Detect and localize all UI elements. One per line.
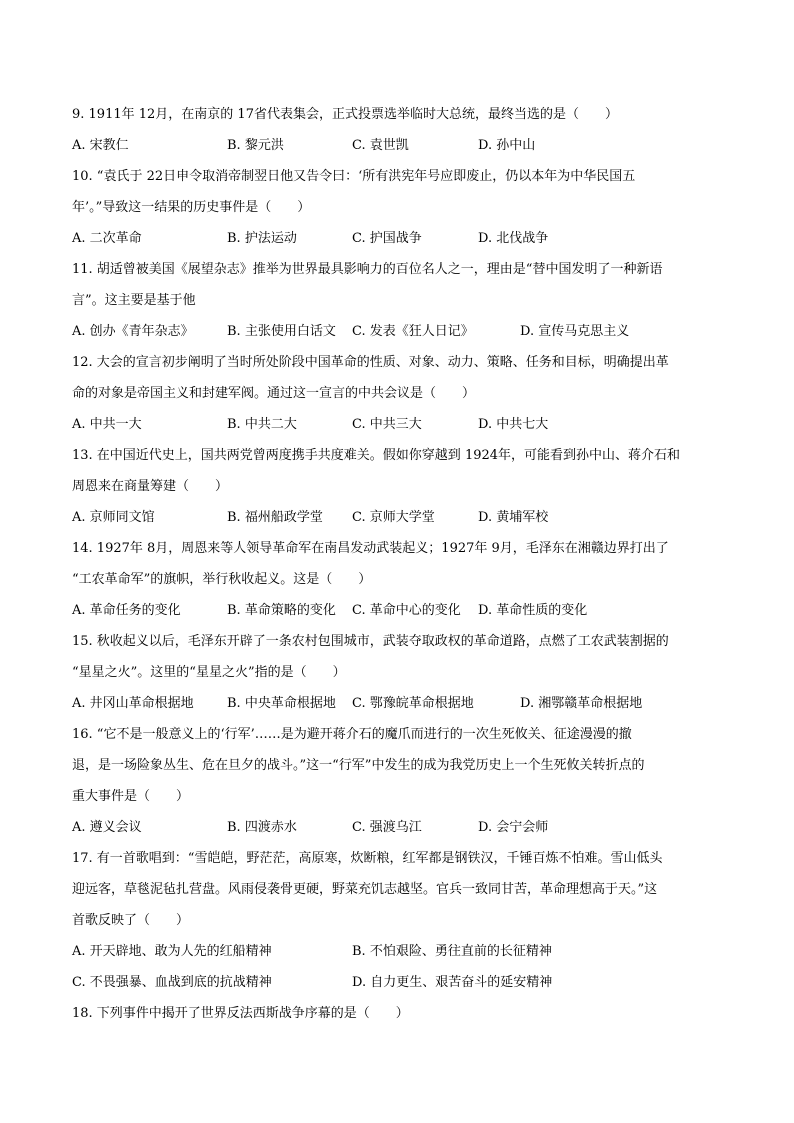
question-16 [72,719,722,843]
option-c[interactable]: C. 京师大学堂 [352,510,435,525]
option-d[interactable]: D. 革命性质的变化 [478,603,588,618]
option-d[interactable]: D. 湘鄂赣革命根据地 [520,696,643,711]
question-stem-line: 14. 1927年 8月，周恩来等人领导革命军在南昌发动武装起义；1927年 9月，毛泽东在湘赣边界打出了 [72,541,669,556]
option-b[interactable]: B. 主张使用白话文 [227,324,336,339]
question-stem-line: 重大事件是（ ） [72,789,190,804]
question-stem-line: 17. 有一首歌唱到：“雪皑皑，野茫茫，高原寒，炊断粮，红军都是钢铁汉，千锤百炼不怕难。雪山低头 [72,851,663,866]
question-stem-line: 15. 秋收起义以后，毛泽东开辟了一条农村包围城市，武装夺取政权的革命道路，点燃了工农武装割据的 [72,634,669,649]
question-9 [72,99,722,161]
question-stem-line: 命的对象是帝国主义和封建军阀。通过这一宣言的中共会议是（ ） [72,386,476,401]
option-c[interactable]: C. 革命中心的变化 [352,603,461,618]
option-a[interactable]: A. 创办《青年杂志》 [72,324,194,339]
option-b[interactable]: B. 不怕艰险、勇往直前的长征精神 [352,944,552,959]
option-b[interactable]: B. 中共二大 [227,417,297,432]
option-b[interactable]: B. 革命策略的变化 [227,603,336,618]
question-14 [72,533,722,626]
question-12 [72,347,722,440]
option-a[interactable]: A. 革命任务的变化 [72,603,181,618]
question-11 [72,254,722,347]
option-row [72,409,722,440]
question-stem-line: “工农革命军”的旗帜，举行秋收起义。这是（ ） [72,572,372,587]
option-row [72,502,722,533]
option-d[interactable]: D. 宣传马克思主义 [520,324,630,339]
question-stem-line: 迎远客，草毯泥毡扎营盘。风雨侵袭骨更硬，野菜充饥志越坚。官兵一致同甘苦，革命理想高于天。”这 [72,882,658,897]
question-15 [72,626,722,719]
question-stem-line: 言”。这主要是基于他 [72,293,196,308]
option-d[interactable]: D. 自力更生、艰苦奋斗的延安精神 [352,975,553,990]
option-b[interactable]: B. 黎元洪 [227,138,284,153]
question-10 [72,161,722,254]
option-a[interactable]: A. 井冈山革命根据地 [72,696,194,711]
question-stem-line: 9. 1911年 12月，在南京的 17省代表集会，正式投票选举临时大总统，最终当选的是（ ） [72,107,618,122]
option-b[interactable]: B. 护法运动 [227,231,297,246]
question-stem-line: 年’。”导致这一结果的历史事件是（ ） [72,200,311,215]
option-a[interactable]: A. 二次革命 [72,231,142,246]
option-a[interactable]: A. 开天辟地、敢为人先的红船精神 [72,944,272,959]
option-row [72,130,722,161]
option-row [72,936,722,967]
option-b[interactable]: B. 福州船政学堂 [227,510,323,525]
option-c[interactable]: C. 强渡乌江 [352,820,422,835]
option-b[interactable]: B. 四渡赤水 [227,820,297,835]
option-a[interactable]: A. 遵义会议 [72,820,142,835]
option-d[interactable]: D. 中共七大 [478,417,549,432]
option-c[interactable]: C. 鄂豫皖革命根据地 [352,696,474,711]
option-c[interactable]: C. 不畏强暴、血战到底的抗战精神 [72,975,272,990]
option-row [72,967,722,998]
question-stem-line: 13. 在中国近代史上，国共两党曾两度携手共度难关。假如你穿越到 1924年，可能看到孙中山、蒋介石和 [72,448,681,463]
question-17 [72,843,722,998]
option-row [72,595,722,626]
option-row [72,688,722,719]
question-stem-line: 18. 下列事件中揭开了世界反法西斯战争序幕的是（ ） [72,1006,409,1021]
question-stem-line: 周恩来在商量筹建（ ） [72,479,229,494]
option-row [72,223,722,254]
option-d[interactable]: D. 会宁会师 [478,820,549,835]
question-stem-line: 10. “袁氏于 22日申令取消帝制翌日他又告令曰：‘所有洪宪年号应即废止，仍以本年为中华民国五 [72,169,636,184]
question-18 [72,998,722,1029]
option-b[interactable]: B. 中央革命根据地 [227,696,336,711]
exam-page [72,99,722,1029]
question-stem-line: “星星之火”。这里的“星星之火”指的是（ ） [72,665,346,680]
option-c[interactable]: C. 护国战争 [352,231,422,246]
option-c[interactable]: C. 袁世凯 [352,138,409,153]
question-stem-line: 12. 大会的宣言初步阐明了当时所处阶段中国革命的性质、对象、动力、策略、任务和目标，明确提出革 [72,355,669,370]
option-a[interactable]: A. 中共一大 [72,417,142,432]
option-row [72,812,722,843]
option-a[interactable]: A. 京师同文馆 [72,510,155,525]
option-c[interactable]: C. 中共三大 [352,417,422,432]
option-row [72,316,722,347]
option-a[interactable]: A. 宋教仁 [72,138,129,153]
question-stem-line: 首歌反映了（ ） [72,913,190,928]
option-d[interactable]: D. 孙中山 [478,138,536,153]
question-13 [72,440,722,533]
option-c[interactable]: C. 发表《狂人日记》 [352,324,474,339]
question-stem-line: 11. 胡适曾被美国《展望杂志》推举为世界最具影响力的百位名人之一，理由是“替中国发明了一种新语 [72,262,663,277]
question-stem-line: 16. “它不是一般意义上的‘行军’……是为避开蒋介石的魔爪而进行的一次生死攸关、征途漫漫的撤 [72,727,632,742]
option-d[interactable]: D. 北伐战争 [478,231,549,246]
question-stem-line: 退，是一场险象丛生、危在旦夕的战斗。”这一“行军”中发生的成为我党历史上一个生死攸关转折点的 [72,758,645,773]
option-d[interactable]: D. 黄埔军校 [478,510,549,525]
